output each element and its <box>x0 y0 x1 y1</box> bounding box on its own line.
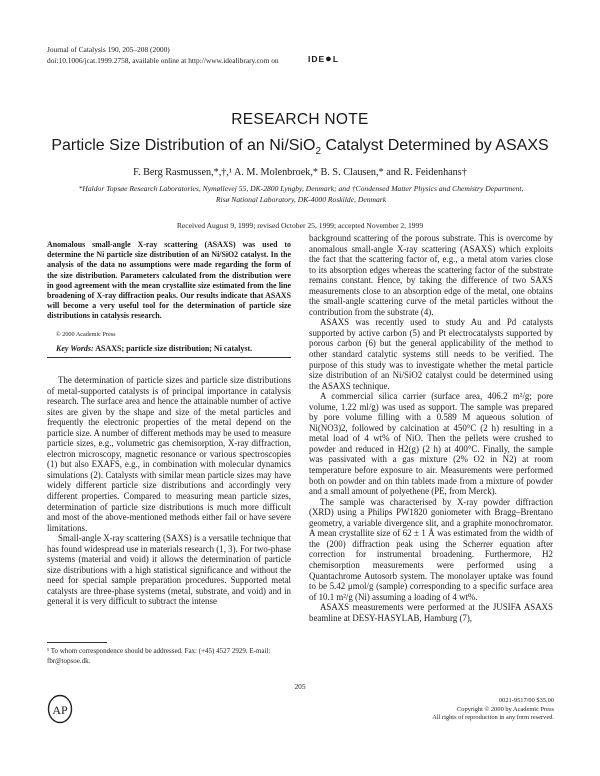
ideal-logo-tail: L <box>332 54 340 64</box>
footnote: ¹ To whom correspondence should be addressed. Fax: (+45) 4527 2929. E-mail: fbr@topsoe.dk. <box>47 647 271 665</box>
affiliations <box>47 183 555 205</box>
title-prefix: Particle Size Distribution of an Ni/SiO <box>51 137 316 154</box>
body-paragraph: background scattering of the porous substrate. This is overcome by anomalous small-angle X-ray scattering (ASAXS) which exploits the fact that the scattering factor of, e.g., a metal atom varies close to its absorption edges whereas the scattering factor of the substrate remains constant. Hence, by taking the difference of two SAXS measurements close to an absorption edge of the metal, one obtains the small-angle scattering curve of the metal particles without the contribution from the substrate (4). <box>309 233 553 317</box>
body-paragraph: The determination of particle sizes and particle size distributions of metal-supported catalysts is of principal importance in catalysis research. The surface area and hence the attainable number of active sites are given by the shape and size of the metal particles and frequently the electronic properties of the metal depend on the particle size. A number of different methods may be used to measure particle sizes, e.g., volumetric gas chemisorption, X-ray diffraction, electron microscopy, magnetic resonance or various spectroscopies (1) but also EXAFS, e.g., in combination with molecular dynamics simulations (2). Catalysts with similar mean particle sizes may have widely different particle size distributions and accordingly very different properties. Compared to measuring mean particle sizes, determination of particle size distributions is much more difficult and most of the above-mentioned methods either fail or have severe limitations. <box>47 375 291 533</box>
article-title <box>0 137 600 157</box>
abstract: Anomalous small-angle X-ray scattering (ASAXS) was used to determine the Ni particle size distribution of an Ni/SiO2 catalyst. In the analysis of the data no assumptions were made regarding the form of the size distribution. Parameters calculated from the distribution were in good agreement with the mean crystallite size estimated from the line broadening of X-ray diffraction peaks. Our results indicate that ASAXS will become a very useful tool for the determination of particle size distributions in catalysis research. <box>47 240 291 321</box>
body-paragraph: The sample was characterised by X-ray powder diffraction (XRD) using a Philips PW1820 goniometer with Bragg–Brentano geometry, a variable divergence slit, and a graphite monochromator. A mean crystallite size of 62 ± 1 Å was estimated from the width of the (200) diffraction peak using the Scherrer equation after correction for instrumental broadening. Furthermore, H2 chemisorption measurements were performed using a Quantachrome Autosorb system. The monolayer uptake was found to be 5.42 μmol/g (sample) corresponding to a specific surface area of 10.1 m²/g (Ni) assuming a loading of 4 wt%. <box>309 496 553 602</box>
footnote-divider <box>47 642 107 643</box>
keywords-text: ASAXS; particle size distribution; Ni catalyst. <box>93 344 253 353</box>
keywords-label: Key Words: <box>56 344 94 353</box>
copyright-press: © 2000 Academic Press <box>56 331 116 338</box>
right-column <box>309 233 553 623</box>
publisher-logo-text: AP <box>52 703 68 717</box>
author-list: F. Berg Rasmussen,*,†,¹ A. M. Molenbroek,* B. S. Clausen,* and R. Feidenhans† <box>133 167 467 178</box>
body-paragraph: ASAXS was recently used to study Au and Pd catalysts supported by active carbon (5) and Pt electrocatalysts supported by porous carbon (6) but the general applicability of the method to other standard catalytic systems still needs to be verified. The purpose of this study was to investigate whether the metal particle size distribution of an Ni/SiO2 catalyst could be determined using the ASAXS technique. <box>309 317 553 391</box>
ideal-logo-text: IDE <box>308 54 326 64</box>
price-code: 0021-9517/00 $35.00 <box>498 697 554 704</box>
affiliation-line-2: Risø National Laboratory, DK-4000 Roskilde, Denmark <box>215 195 387 204</box>
academic-press-logo <box>47 694 73 724</box>
title-suffix: Catalyst Determined by ASAXS <box>321 137 549 154</box>
doi-line: doi:10.1006/jcat.1999.2758, available online at http://www.idealibrary.com on <box>47 56 279 65</box>
page-number: 205 <box>294 682 306 691</box>
body-paragraph: Small-angle X-ray scattering (SAXS) is a versatile technique that has found widespread use in materials research (1, 3). For two-phase systems (material and void) it allows the determination of particle size distributions with a high statistical significance and without the need for special sample preparation procedures. Supported metal catalysts are three-phase systems (metal, substrate, and void) and in general it is very difficult to subtract the intense <box>47 533 291 607</box>
body-paragraph: A commercial silica carrier (surface area, 406.2 m²/g; pore volume, 1.22 ml/g) was used as support. The sample was prepared by pore volume filling with a 0.589 M aqueous solution of Ni(NO3)2, followed by calcination at 450°C (2 h) resulting in a metal load of 4 wt% of NiO. Then the pellets were crushed to powder and reduced in H2(g) (2 h) at 400°C. Finally, the sample was passivated with a gas mixture (2% O2 in N2) at room temperature before exposure to air. Measurements were performed both on powder and on thin tablets made from a mixture of powder and a small amount of polyethene (PE, from Merck). <box>309 391 553 497</box>
left-column <box>47 375 291 607</box>
rights-block <box>432 697 554 723</box>
ideal-logo[interactable]: IDE●L <box>308 53 340 65</box>
copyright-line: Copyright © 2000 by Academic Press <box>457 705 554 713</box>
affiliation-line-1: *Haldor Topsøe Research Laboratories, Nymøllevej 55, DK-2800 Lyngby, Denmark; and †Condensed Matter Physics and Chemistry Department, <box>78 184 524 193</box>
rights-reserved: All rights of reproduction in any form reserved. <box>432 714 554 722</box>
journal-header <box>47 44 279 66</box>
body-paragraph: ASAXS measurements were performed at the JUSIFA ASAXS beamline at DESY-HASYLAB, Hamburg (7), <box>309 602 553 623</box>
journal-citation: Journal of Catalysis 190, 205–208 (2000) <box>47 45 170 54</box>
keywords <box>56 344 252 353</box>
article-type: RESEARCH NOTE <box>231 111 369 128</box>
title-subscript: 2 <box>315 146 321 158</box>
abstract-divider <box>47 357 291 358</box>
received-dates: Received August 9, 1999; revised October 25, 1999; accepted November 2, 1999 <box>176 221 424 230</box>
